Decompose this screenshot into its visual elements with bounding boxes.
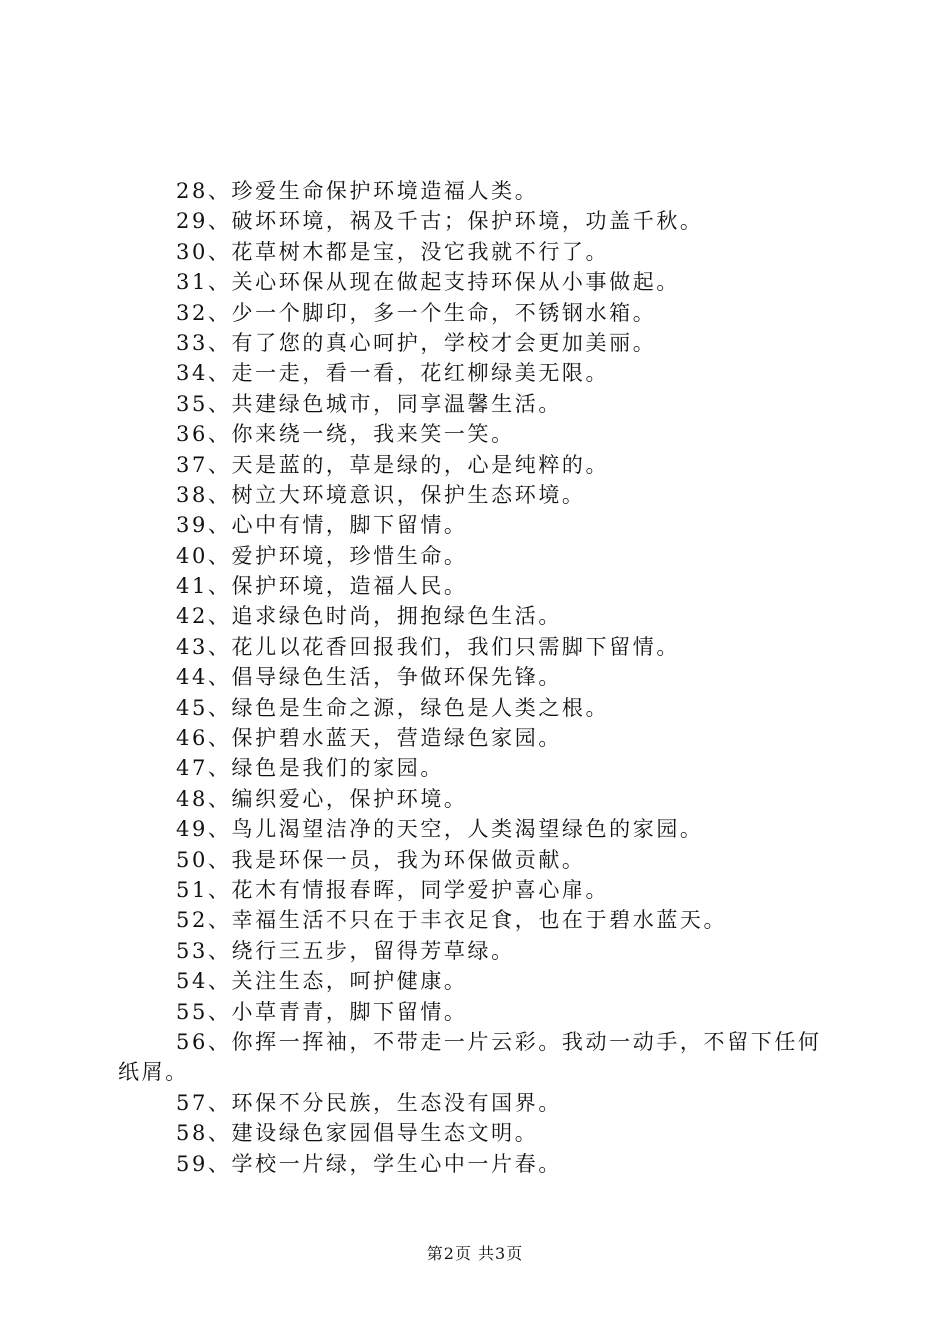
- list-item: 31、关心环保从现在做起支持环保从小事做起。: [176, 270, 680, 295]
- list-item: 53、绕行三五步，留得芳草绿。: [176, 938, 515, 963]
- list-item: 32、少一个脚印，多一个生命，不锈钢水箱。: [176, 300, 657, 325]
- list-item: 29、破坏环境，祸及千古；保护环境，功盖千秋。: [176, 209, 704, 234]
- list-item: 49、鸟儿渴望洁净的天空，人类渴望绿色的家园。: [176, 817, 704, 842]
- list-item: 54、关注生态，呵护健康。: [176, 969, 468, 994]
- list-item: 58、建设绿色家园倡导生态文明。: [176, 1121, 539, 1146]
- list-item: 50、我是环保一员，我为环保做贡献。: [176, 847, 586, 872]
- list-item: 40、爱护环境，珍惜生命。: [176, 543, 468, 568]
- list-item: 36、你来绕一绕，我来笑一笑。: [176, 422, 515, 447]
- list-item: 41、保护环境，造福人民。: [176, 574, 468, 599]
- list-item: 59、学校一片绿，学生心中一片春。: [176, 1151, 562, 1176]
- list-item: 28、珍爱生命保护环境造福人类。: [176, 179, 539, 203]
- slogan-list: [118, 176, 838, 1179]
- list-item: 47、绿色是我们的家园。: [176, 756, 444, 781]
- list-item: 37、天是蓝的，草是绿的，心是纯粹的。: [176, 452, 610, 477]
- list-item: 51、花木有情报春晖，同学爱护喜心扉。: [176, 877, 610, 902]
- list-item: 55、小草青青，脚下留情。: [176, 999, 468, 1024]
- list-item: 39、心中有情，脚下留情。: [176, 513, 468, 538]
- list-item: 44、倡导绿色生活，争做环保先锋。: [176, 665, 562, 690]
- list-item: 34、走一走，看一看，花红柳绿美无限。: [176, 361, 610, 386]
- list-item: 52、幸福生活不只在于丰衣足食，也在于碧水蓝天。: [176, 908, 728, 933]
- list-item: 38、树立大环境意识，保护生态环境。: [176, 482, 586, 507]
- list-item: 48、编织爱心，保护环境。: [176, 786, 468, 811]
- list-item: 46、保护碧水蓝天，营造绿色家园。: [176, 726, 562, 751]
- page-footer: 第2页 共3页: [426, 1244, 524, 1263]
- list-item: 33、有了您的真心呵护，学校才会更加美丽。: [176, 330, 657, 355]
- list-item: 35、共建绿色城市，同享温馨生活。: [176, 391, 562, 416]
- list-item-wrapped: 56、你挥一挥袖，不带走一片云彩。我动一动手，不留下任何纸屑。: [118, 1029, 822, 1085]
- list-item: 57、环保不分民族，生态没有国界。: [176, 1090, 562, 1115]
- list-item: 42、追求绿色时尚，拥抱绿色生活。: [176, 604, 562, 629]
- list-item: 43、花儿以花香回报我们，我们只需脚下留情。: [176, 634, 680, 659]
- list-item: 30、花草树木都是宝，没它我就不行了。: [176, 239, 610, 264]
- list-item: 45、绿色是生命之源，绿色是人类之根。: [176, 695, 610, 720]
